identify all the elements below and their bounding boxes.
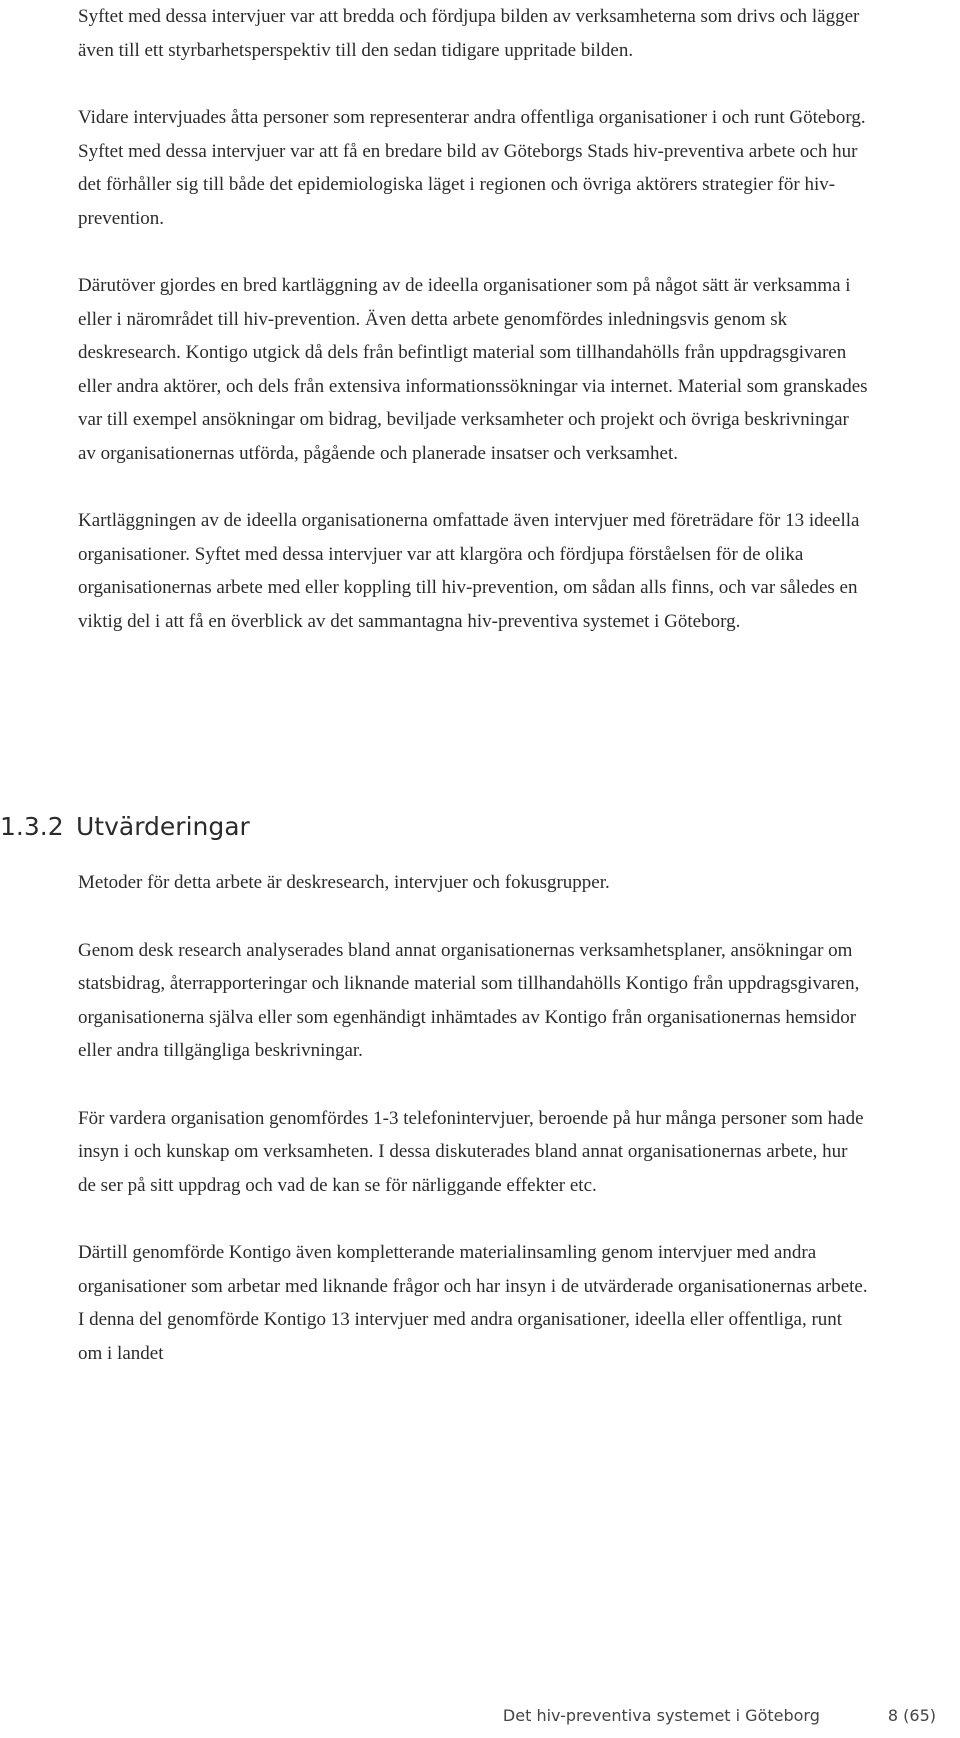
page-number: 8 (65): [887, 1706, 936, 1725]
paragraph: Kartläggningen av de ideella organisationerna omfattade även intervjuer med företrädare för 13 ideella organisationer. Syftet med dessa intervjuer var att klargöra och fördjupa förståelsen för de olika organisationernas arbete med eller koppling till hiv-prevention, om sådan alls finns, och var således en viktig del i att få en överblick av det sammantagna hiv-preventiva systemet i Göteborg.: [78, 510, 860, 632]
footer-title: Det hiv-preventiva systemet i Göteborg: [502, 1706, 820, 1725]
paragraph: Genom desk research analyserades bland annat organisationernas verksamhetsplaner, ansökningar om statsbidrag, återrapporteringar och liknande material som tillhandahölls Kontigo från uppdragsgivaren, organisationerna själva eller som egenhändigt inhämtades av Kontigo från organisationernas hemsidor eller andra tillgängliga beskrivningar.: [78, 939, 860, 1061]
paragraph: Vidare intervjuades åtta personer som representerar andra offentliga organisationer i och runt Göteborg. Syftet med dessa intervjuer var att få en bredare bild av Göteborgs Stads hiv-preventiva arbete och hur det förhåller sig till både det epidemiologiska läget i regionen och övriga aktörers strategier för hiv-prevention.: [78, 107, 866, 229]
section-number: 1.3.2: [0, 812, 64, 841]
paragraph: Därtill genomförde Kontigo även kompletterande materialinsamling genom intervjuer med andra organisationer som arbetar med liknande frågor och har insyn i de utvärderade organisationernas arbete. I denna del genomförde Kontigo 13 intervjuer med andra organisationer, ideella eller offentliga, runt om i landet: [78, 1242, 868, 1364]
page-footer: [503, 1706, 936, 1725]
section-heading: [0, 812, 250, 841]
paragraph: Syftet med dessa intervjuer var att bredda och fördjupa bilden av verksamheterna som drivs och lägger även till ett styrbarhetsperspektiv till den sedan tidigare uppritade bilden.: [78, 6, 860, 61]
paragraph: Metoder för detta arbete är deskresearch, intervjuer och fokusgrupper.: [78, 872, 610, 893]
body-text-top: [78, 0, 868, 638]
body-text-bottom: [78, 866, 868, 1370]
section-title: Utvärderingar: [76, 812, 250, 841]
paragraph: För vardera organisation genomfördes 1-3 telefonintervjuer, beroende på hur många personer som hade insyn i och kunskap om verksamheten. I dessa diskuterades bland annat organisationernas arbete, hur de ser på sitt uppdrag och vad de kan se för närliggande effekter etc.: [78, 1107, 864, 1196]
paragraph: Därutöver gjordes en bred kartläggning av de ideella organisationer som på något sätt är verksamma i eller i närområdet till hiv-prevention. Även detta arbete genomfördes inledningsvis genom sk deskresearch. Kontigo utgick då dels från befintligt material som tillhandahölls från uppdragsgivaren eller andra aktörer, och dels från extensiva informationssökningar via internet. Material som granskades var till exempel ansökningar om bidrag, beviljade verksamheter och projekt och övriga beskrivningar av organisationernas utförda, pågående och planerade insatser och verksamhet.: [78, 275, 868, 464]
